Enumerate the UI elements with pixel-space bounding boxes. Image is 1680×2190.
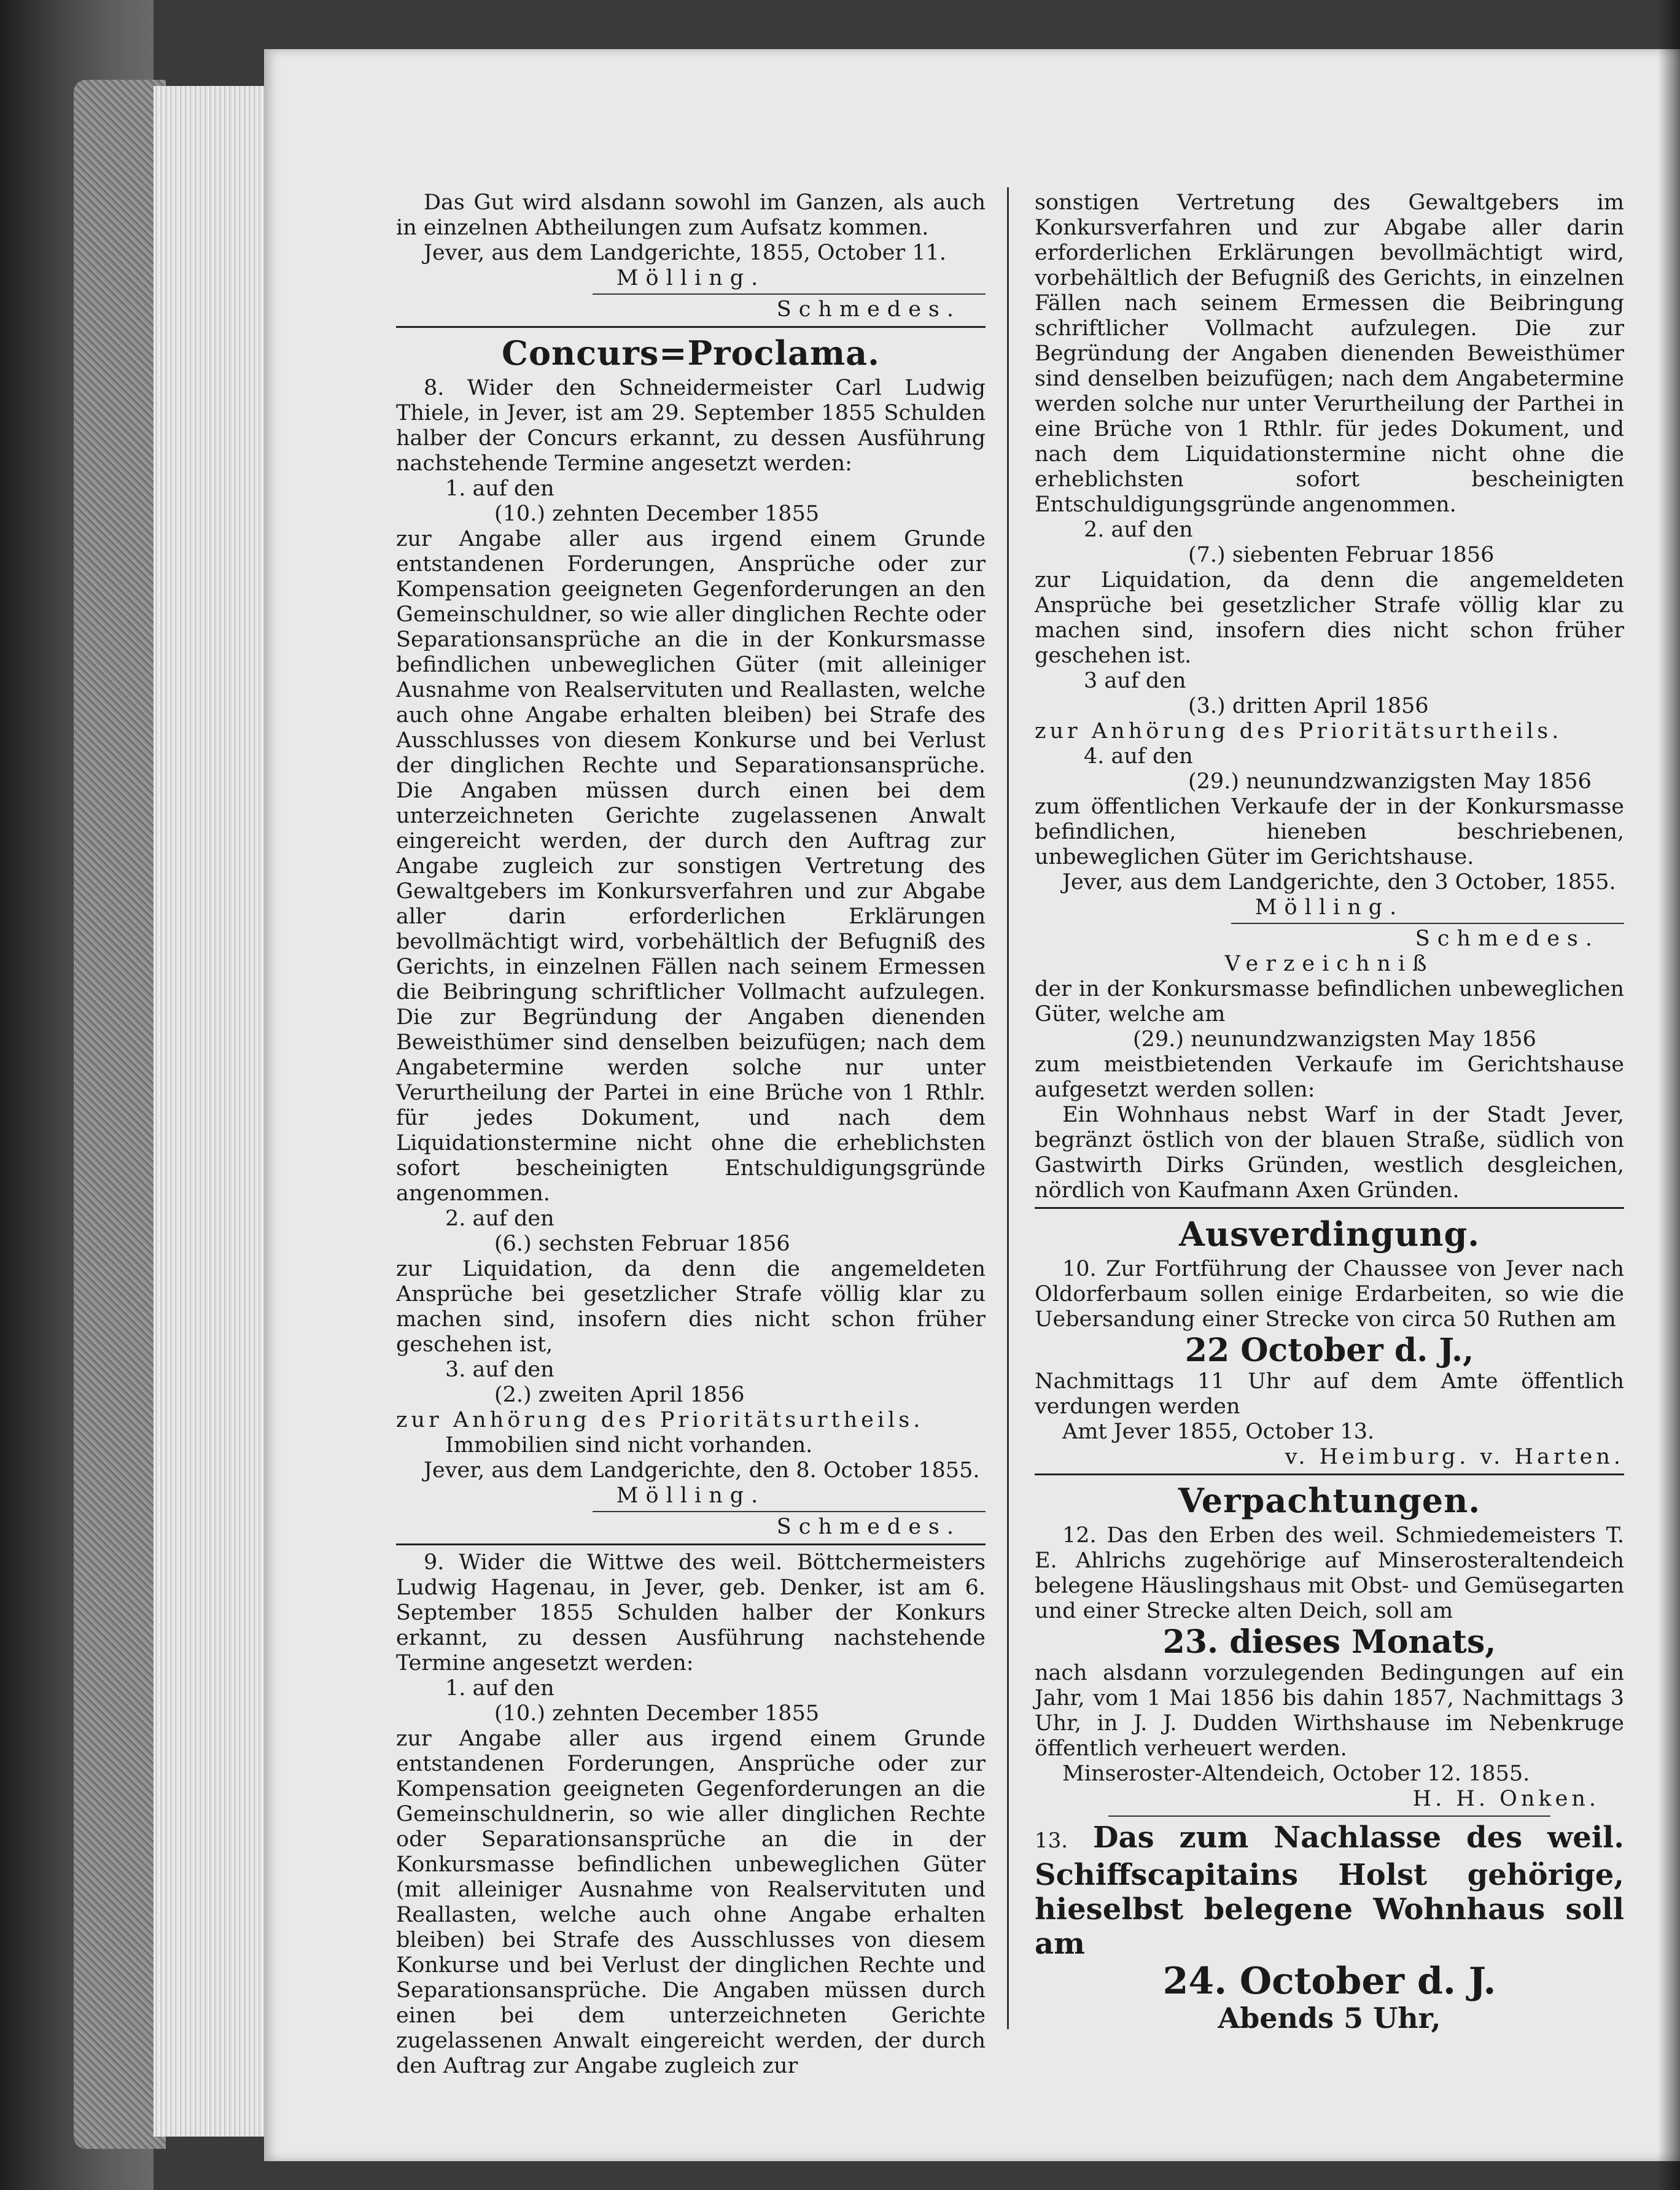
notice-8-term-1-date: (10.) zehnten December 1855 bbox=[494, 502, 820, 526]
notice-9-term-4-label: 4. auf den bbox=[1084, 744, 1193, 769]
notice-13-number: 13. bbox=[1035, 1828, 1068, 1853]
notice-12-date: 23. dieses Monats, bbox=[1162, 1623, 1496, 1661]
notice-9-place-date: Jever, aus dem Landgerichte, den 3 October, 1855. bbox=[1062, 870, 1616, 895]
notice-12-end-rule bbox=[1108, 1815, 1550, 1817]
intro-place-date: Jever, aus dem Landgerichte, 1855, October 11. bbox=[424, 241, 946, 265]
notice-8-term-2-text: zur Liquidation, da denn die angemeldeten Ansprüche bei gesetzlicher Strafe völlig klar zu machen sind, insofern dies nicht schon früher geschehen ist, bbox=[396, 1257, 986, 1357]
signature-schmedes: Schmedes. bbox=[776, 297, 961, 322]
right-column bbox=[1035, 190, 1624, 2035]
notice-8-signature-schmedes: Schmedes. bbox=[776, 1515, 961, 1539]
notice-10-place: Amt Jever 1855, October 13. bbox=[1062, 1419, 1375, 1444]
notice-9-term-2-date: (7.) siebenten Februar 1856 bbox=[1188, 543, 1495, 567]
notice-9-term-1-text: zur Angabe aller aus irgend einem Grunde entstandenen Forderungen, Ansprüche oder zur Kompensation geeigneten Gegenforderungen an die Gemeinschuldnerin, so wie aller dinglichen Rechte oder Separationsansprüche an die in der Konkursmasse befindlichen unbeweglichen Güter (mit alleiniger Ausnahme von Realservituten und Reallasten, welche auch ohne Angabe erhalten bleiben) bei Strafe des Ausschlusses von diesem Konkurse und bei Verlust der dinglichen Rechte und Separationsansprüche. Die Angaben müssen durch einen bei dem unterzeichneten Gerichte zugelassenen Anwalt eingereicht werden, der durch den Auftrag zur Angabe zugleich zur bbox=[396, 1726, 986, 2078]
notice-10-signature: v. Heimburg. v. Harten. bbox=[1285, 1445, 1624, 1469]
notice-9-term-1-date: (10.) zehnten December 1855 bbox=[494, 1701, 820, 1726]
notice-12-details: nach alsdann vorzulegenden Bedingungen auf ein Jahr, vom 1 Mai 1856 bis dahin 1857, Nachmittags 3 Uhr, in J. J. Dudden Wirthshause im Nebenkruge öffentlich verheuert werden. bbox=[1035, 1661, 1624, 1761]
section-rule bbox=[396, 326, 986, 328]
notice-8-immobilien: Immobilien sind nicht vorhanden. bbox=[445, 1433, 813, 1458]
column-divider bbox=[1007, 187, 1009, 2029]
verzeichnis-text: zum meistbietenden Verkaufe im Gerichtshause aufgesetzt werden sollen: bbox=[1035, 1052, 1624, 1102]
verzeichnis-intro: der in der Konkursmasse befindlichen unbeweglichen Güter, welche am bbox=[1035, 977, 1624, 1027]
notice-13-body: Das zum Nachlasse des weil. Schiffscapitains Holst gehörige, hieselbst belegene Wohnhaus soll am bbox=[1035, 1820, 1624, 1961]
notice-8-term-3-text: zur Anhörung des Prioritätsurtheils. bbox=[396, 1408, 924, 1432]
notice-8-end-rule bbox=[396, 1543, 986, 1545]
notice-8-term-1-text: zur Angabe aller aus irgend einem Grunde entstandenen Forderungen, Ansprüche oder zur Kompensation geeigneten Gegenforderungen an den Gemeinschuldner, so wie aller dinglichen Rechte oder Separationsansprüche an die in der Konkursmasse befindlichen unbeweglichen Güter (mit alleiniger Ausnahme von Realservituten und Reallasten, welche auch ohne Angabe erhalten bleiben) bei Strafe des Ausschlusses von diesem Konkurse und bei Verlust der dinglichen Rechte und Separationsansprüche. Die Angaben müssen durch einen bei dem unterzeichneten Gerichte zugelassenen Anwalt eingereicht werden, der durch den Auftrag zur Angabe zugleich zur sonstigen Vertretung des Gewaltgebers im Konkursverfahren und zur Abgabe aller darin erforderlichen Erklärungen bevollmächtigt wird, vorbehältlich der Befugniß des Gerichts, in einzelnen Fällen nach seinem Ermessen die Beibringung schriftlicher Vollmacht aufzulegen. Die zur Begründung der Angaben dienenden Beweisthümer sind denselben beizufügen; nach dem Angabetermine werden solche nur unter Verurtheilung der Partei in eine Brüche von 1 Rthlr. für jedes Dokument, und nach dem Liquidationstermine nicht ohne die erheblichsten sofort bescheinigten Entschuldigungsgründe angenommen. bbox=[396, 527, 986, 1206]
verzeichnis-item: Ein Wohnhaus nebst Warf in der Stadt Jever, begränzt östlich von der blauen Straße, südlich von Gastwirth Dirks Gründen, westlich desgleichen, nördlich von Kaufmann Axen Gründen. bbox=[1035, 1103, 1624, 1203]
heading-ausverdingung: Ausverdingung. bbox=[1178, 1214, 1480, 1254]
notice-10-text: 10. Zur Fortführung der Chaussee von Jever nach Oldorferbaum sollen einige Erdarbeiten, so wie die Uebersandung einer Strecke von circa 50 Ruthen am bbox=[1035, 1257, 1624, 1332]
notice-8-signature-moelling: Mölling. bbox=[616, 1483, 766, 1508]
notice-13-time: Abends 5 Uhr, bbox=[1218, 2002, 1441, 2035]
notice-12-place: Minseroster-Altendeich, October 12. 1855. bbox=[1062, 1761, 1530, 1786]
intro-text: Das Gut wird alsdann sowohl im Ganzen, als auch in einzelnen Abtheilungen zum Aufsatz kommen. bbox=[396, 190, 986, 240]
notice-9-term-3-text: zur Anhörung des Prioritätsurtheils. bbox=[1035, 719, 1563, 744]
notice-9-term-2-text: zur Liquidation, da denn die angemeldeten Ansprüche bei gesetzlicher Strafe völlig klar zu machen sind, insofern dies nicht schon früher geschehen ist. bbox=[1035, 568, 1624, 668]
page-edges bbox=[154, 86, 276, 2137]
notice-8-term-1-label: 1. auf den bbox=[445, 476, 554, 501]
verzeichnis-date: (29.) neunundzwanzigsten May 1856 bbox=[1133, 1027, 1536, 1052]
notice-9-signature-moelling: Mölling. bbox=[1254, 895, 1404, 920]
notice-9-term-1-label: 1. auf den bbox=[445, 1676, 554, 1701]
verzeichnis-title: Verzeichniß bbox=[1224, 952, 1434, 976]
notice-9-term-4-date: (29.) neunundzwanzigsten May 1856 bbox=[1188, 769, 1592, 794]
heading-concurs-proclama: Concurs=Proclama. bbox=[502, 333, 880, 373]
notice-8-place-date: Jever, aus dem Landgerichte, den 8. October 1855. bbox=[424, 1458, 980, 1483]
notice-9-term-3-label: 3 auf den bbox=[1084, 669, 1186, 693]
signature-rule bbox=[593, 293, 986, 295]
notice-9-term-2-label: 2. auf den bbox=[1084, 518, 1193, 542]
notice-10-date: 22 October d. J., bbox=[1184, 1332, 1474, 1369]
notice-8-term-3-label: 3. auf den bbox=[445, 1357, 554, 1382]
notice-9-signature-rule bbox=[1231, 923, 1624, 924]
notice-9-term-4-text: zum öffentlichen Verkaufe der in der Konkursmasse befindlichen, hieneben beschriebenen, unbeweglichen Güter im Gerichtshause. bbox=[1035, 794, 1624, 869]
notice-8-term-3-date: (2.) zweiten April 1856 bbox=[494, 1383, 745, 1407]
notice-13-text bbox=[1035, 1820, 1624, 1961]
page-gutter-shadow bbox=[1658, 0, 1680, 2190]
notice-9-signature-schmedes: Schmedes. bbox=[1415, 926, 1600, 951]
notice-10-end-rule bbox=[1035, 1474, 1624, 1475]
notice-13-date: 24. October d. J. bbox=[1162, 1960, 1496, 2003]
notice-8-intro: 8. Wider den Schneidermeister Carl Ludwig Thiele, in Jever, ist am 29. September 1855 Schulden halber der Concurs erkannt, zu dessen Ausführung nachstehende Termine angesetzt werden: bbox=[396, 376, 986, 476]
cloth-cover bbox=[74, 80, 166, 2149]
signature-moelling: Mölling. bbox=[616, 266, 766, 290]
notice-8-signature-rule bbox=[593, 1511, 986, 1512]
notice-10-details: Nachmittags 11 Uhr auf dem Amte öffentlich verdungen werden bbox=[1035, 1369, 1624, 1419]
left-column bbox=[396, 190, 986, 2079]
notice-9-intro: 9. Wider die Wittwe des weil. Böttchermeisters Ludwig Hagenau, in Jever, geb. Denker, ist am 6. September 1855 Schulden halber der Konkurs erkannt, zu dessen Ausführung nachstehende Termine angesetzt werden: bbox=[396, 1550, 986, 1676]
notice-8-term-2-date: (6.) sechsten Februar 1856 bbox=[494, 1232, 790, 1256]
notice-12-text: 12. Das den Erben des weil. Schmiedemeisters T. E. Ahlrichs zugehörige auf Minserosteraltendeich belegene Häuslingshaus mit Obst- und Gemüsegarten und einer Strecke alten Deich, soll am bbox=[1035, 1523, 1624, 1623]
notice-9-term-3-date: (3.) dritten April 1856 bbox=[1188, 694, 1429, 718]
notice-8-term-2-label: 2. auf den bbox=[445, 1206, 554, 1231]
notice-12-signature: H. H. Onken. bbox=[1412, 1787, 1600, 1811]
verzeichnis-end-rule bbox=[1035, 1207, 1624, 1209]
heading-verpachtungen: Verpachtungen. bbox=[1178, 1481, 1481, 1520]
notice-9-continuation: sonstigen Vertretung des Gewaltgebers im Konkursverfahren und zur Abgabe aller darin erforderlichen Erklärungen bevollmächtigt wird, vorbehältlich der Befugniß des Gerichts, in einzelnen Fällen nach seinem Ermessen die Beibringung schriftlicher Vollmacht aufzulegen. Die zur Begründung der Angaben dienenden Beweisthümer sind denselben beizufügen; nach dem Angabetermine werden solche nur unter Verurtheilung der Parthei in eine Brüche von 1 Rthlr. für jedes Dokument, und nach dem Liquidationstermine nicht ohne die erheblichsten sofort bescheinigten Entschuldigungsgründe angenommen. bbox=[1035, 190, 1624, 517]
